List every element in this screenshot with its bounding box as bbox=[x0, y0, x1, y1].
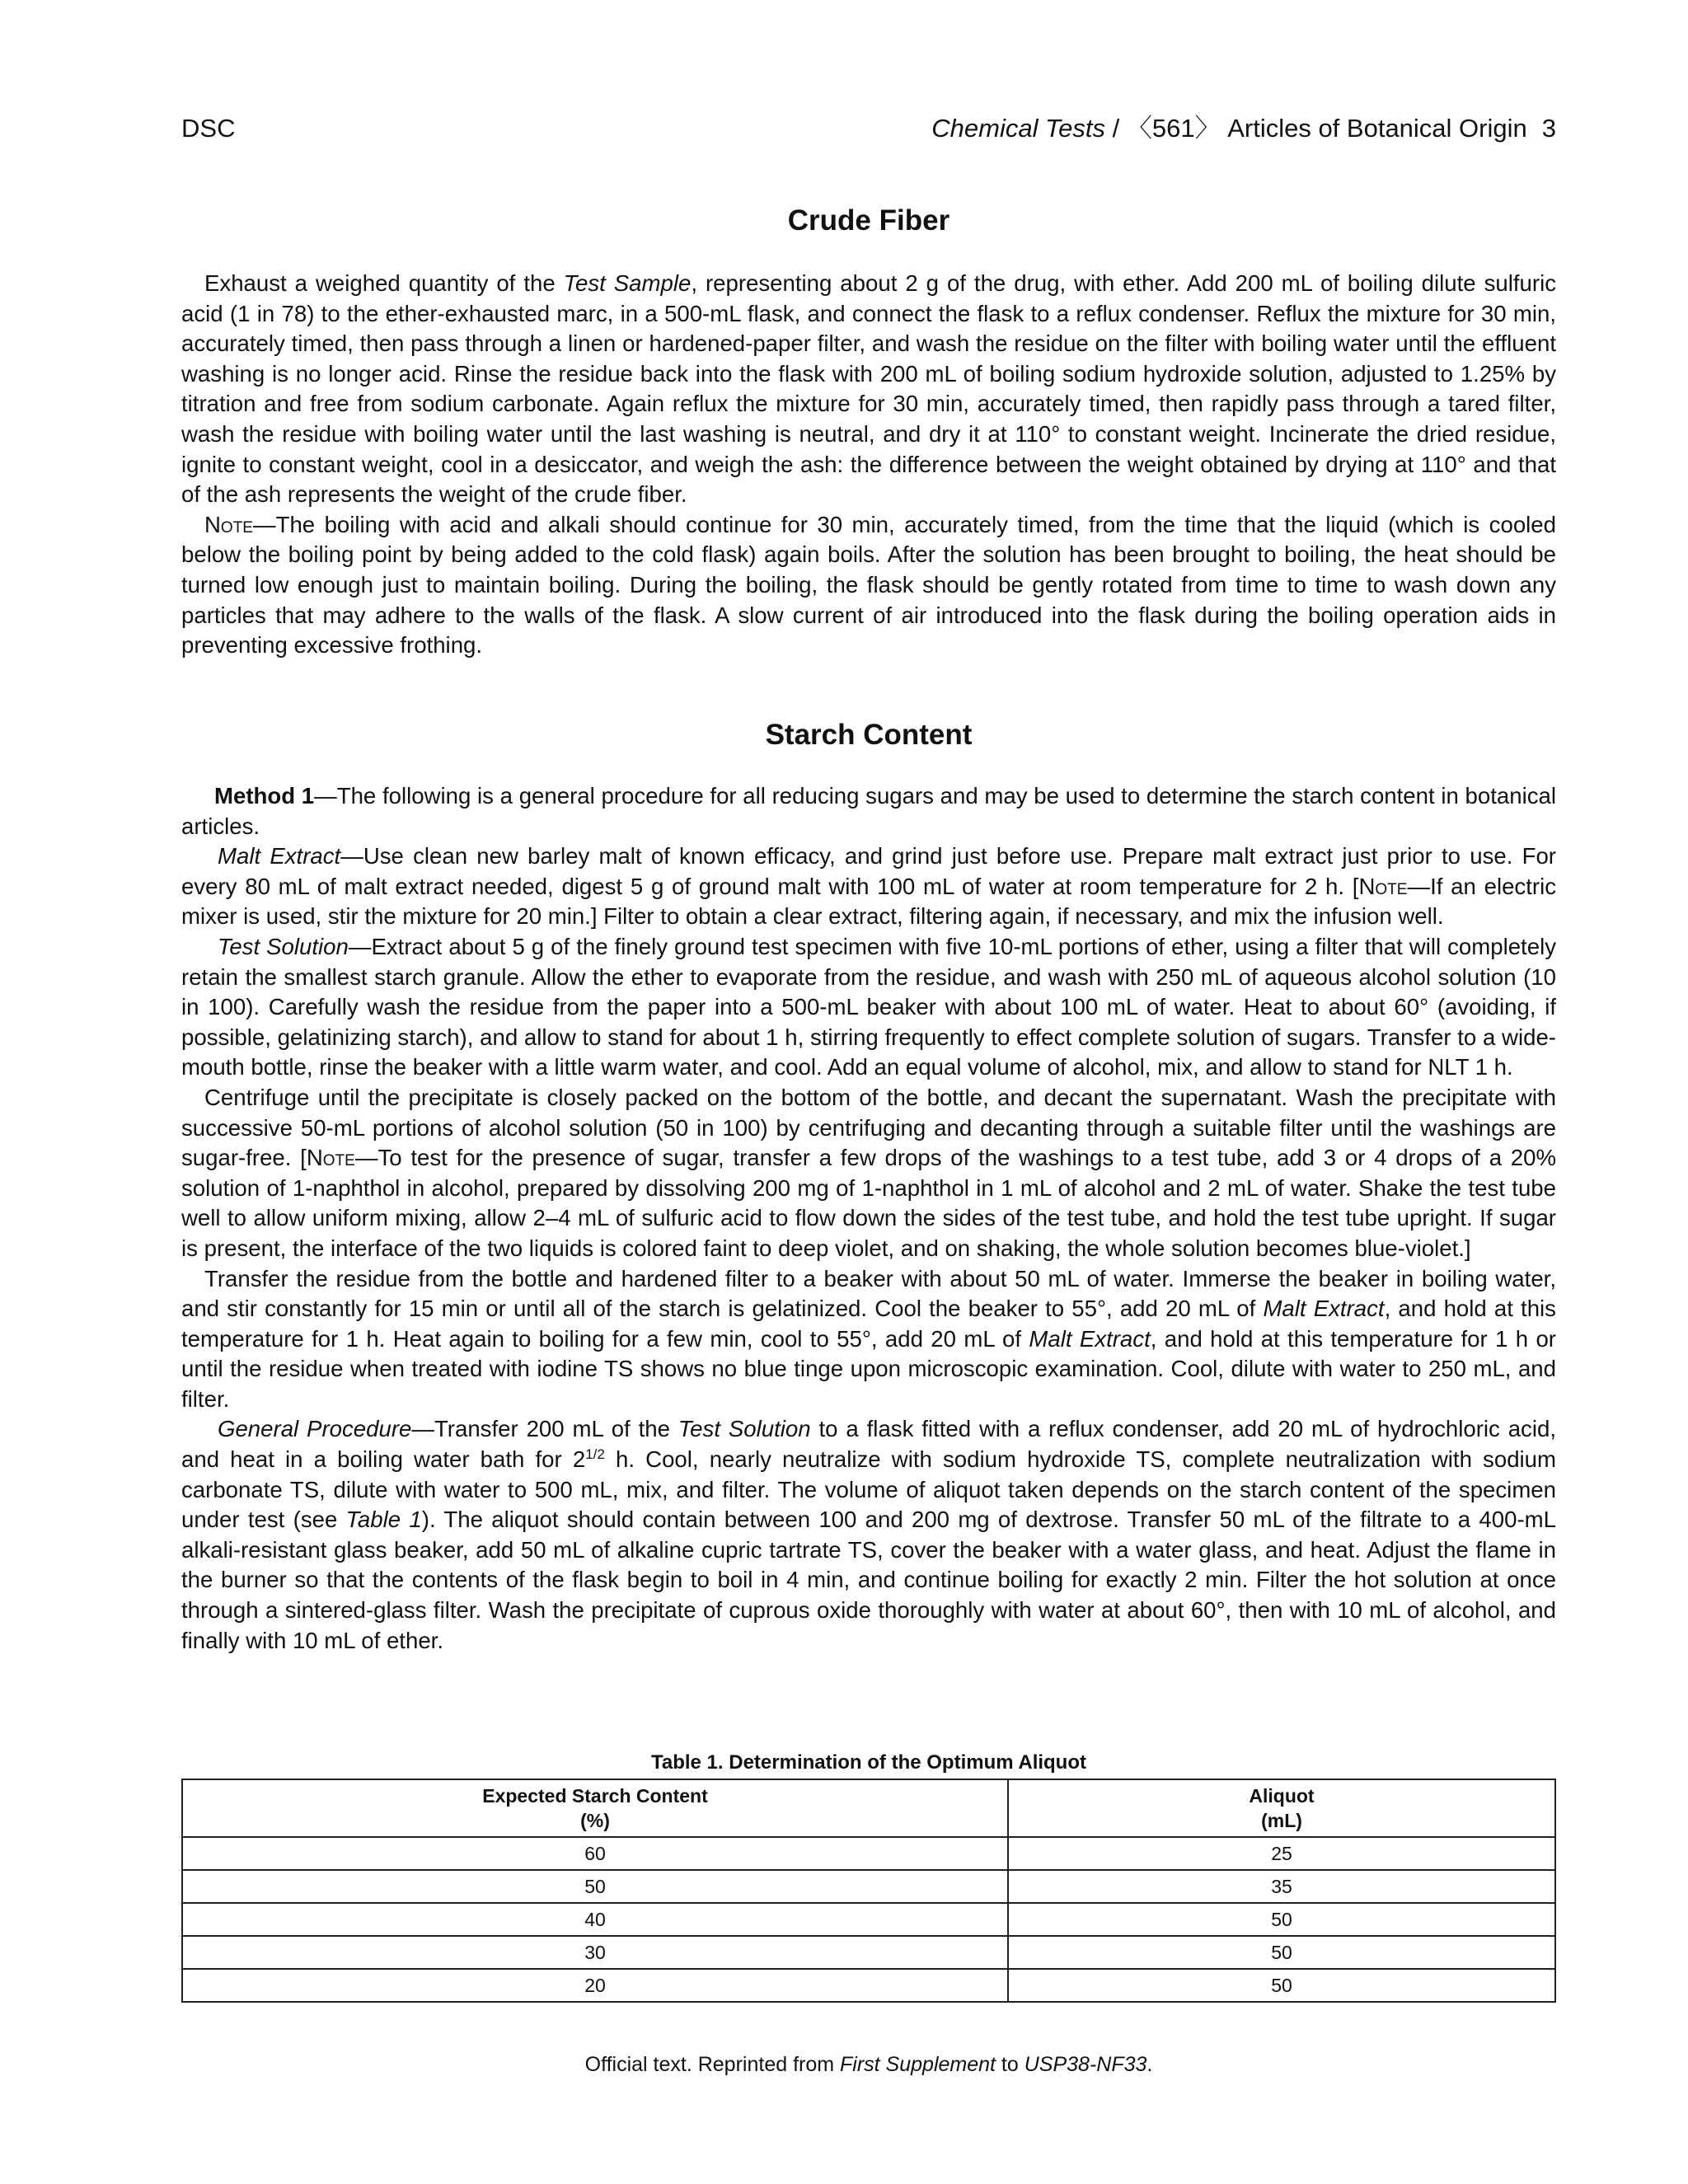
table-row bbox=[182, 1870, 1555, 1903]
table-1-ref: Table 1 bbox=[345, 1507, 422, 1533]
note-label: Note bbox=[1358, 873, 1408, 899]
general-procedure-paragraph bbox=[181, 1414, 1556, 1656]
method-1-label: Method 1 bbox=[214, 783, 315, 808]
starch-content-cell: 60 bbox=[182, 1837, 1008, 1870]
header-right-title bbox=[931, 110, 1556, 147]
header-line: Expected Starch Content bbox=[482, 1785, 708, 1807]
fraction-half: 1/2 bbox=[585, 1446, 605, 1462]
text-run: —The boiling with acid and alkali should continue for 30 min, accurately timed, from the time that the liquid (which is cooled below the boiling point by being added to the cold flask) again boils. After the solution has been brought to boiling, the heat should be turned low enough just to maintain boiling. During the boiling, the flask should be gently rotated from time to time to wash down any particles that may adhere to the walls of the flask. A slow current of air introduced into the flask during the boiling operation aids in preventing excessive frothing. bbox=[181, 511, 1556, 658]
text-run: —Transfer 200 mL of the bbox=[411, 1416, 678, 1442]
malt-extract-ref: Malt Extract bbox=[1029, 1325, 1151, 1352]
table-row bbox=[182, 1837, 1555, 1870]
text-run: —To test for the presence of sugar, transfer a few drops of the washings to a test tube, add 3 or 4 drops of a 20% solution of 1-naphthol in alcohol, prepared by dissolving 200 mg of 1-naphthol in 1 mL of alcohol and 2 mL of water. Shake the test tube well to allow uniform mixing, allow 2–4 mL of sulfuric acid to flow down the sides of the test tube, and hold the test tube upright. If sugar is present, the interface of the two liquids is colored faint to deep violet, and on shaking, the whole solution becomes blue-violet.] bbox=[181, 1145, 1557, 1261]
header-chapter-rest: / 〈561〉 Articles of Botanical Origin bbox=[1105, 114, 1527, 143]
crude-fiber-paragraph bbox=[181, 269, 1556, 510]
method-1-paragraph bbox=[181, 781, 1556, 841]
malt-extract-paragraph bbox=[181, 841, 1556, 932]
text-run: , representing about 2 g of the drug, with ether. Add 200 mL of boiling dilute sulfuric acid (1 in 78) to the ether-exhausted marc, in a 500-mL flask, and connect the flask to a reflux condenser. Reflux the mixture for 30 min, accurately timed, then pass through a linen or hardened-paper filter, and wash the residue on the filter with boiling water until the effluent washing is no longer acid. Rinse the residue back into the flask with 200 mL of boiling sodium hydroxide solution, adjusted to 1.25% by titration and free from sodium carbonate. Again reflux the mixture for 30 min, accurately timed, then rapidly pass through a tared filter, wash the residue with boiling water until the last washing is neutral, and dry it at 110° to constant weight. Incinerate the dried residue, ignite to constant weight, cool in a desiccator, and weigh the ash: the difference between the weight obtained by drying at 110° and that of the ash represents the weight of the crude fiber. bbox=[181, 270, 1556, 508]
general-procedure-label: General Procedure bbox=[218, 1416, 412, 1442]
table-row bbox=[182, 1903, 1555, 1936]
text-run: ). The aliquot should contain between 100 and 200 mg of dextrose. Transfer 50 mL of the filtrate to a 400-mL alkali-resistant glass beaker, add 50 mL of alkaline cupric tartrate TS, cover the beaker with a water glass, and heat. Adjust the flame in the burner so that the contents of the flask begin to boil in 4 min, and continue boiling for exactly 2 min. Filter the hot solution at once through a sintered-glass filter. Wash the precipitate of cuprous oxide thoroughly with water at about 60°, then with 10 mL of alcohol, and finally with 10 mL of ether. bbox=[181, 1507, 1556, 1653]
aliquot-cell: 50 bbox=[1008, 1969, 1555, 2002]
starch-content-cell: 20 bbox=[182, 1969, 1008, 2002]
crude-fiber-body bbox=[181, 269, 1556, 661]
starch-content-cell: 30 bbox=[182, 1936, 1008, 1969]
aliquot-cell: 25 bbox=[1008, 1837, 1555, 1870]
starch-content-heading: Starch Content bbox=[765, 719, 973, 751]
page-number: 3 bbox=[1541, 114, 1556, 143]
test-solution-label: Test Solution bbox=[218, 933, 349, 959]
text-run: —The following is a general procedure for all reducing sugars and may be used to determine the starch content in botanical articles. bbox=[181, 783, 1556, 839]
text-run: Centrifuge until the precipitate is closely packed on the bottom of the bottle, and decant the supernatant. Wash the precipitate with successive 50-mL portions of alcohol solution (50 in 100) by centrifuging and decanting through a suitable filter until the washings are sugar-free. [ bbox=[181, 1084, 1556, 1171]
usp-edition: USP38-NF33 bbox=[1024, 2053, 1147, 2076]
test-sample-ref: Test Sample bbox=[563, 270, 692, 296]
transfer-residue-paragraph bbox=[181, 1264, 1556, 1415]
note-label: Note bbox=[306, 1145, 355, 1171]
test-solution-ref: Test Solution bbox=[678, 1416, 811, 1442]
text-run: to a flask fitted with a reflux condenser, add 20 mL of hydrochloric acid, and heat in a boiling water bath for 2 bbox=[181, 1416, 1556, 1473]
header-left-label: DSC bbox=[181, 114, 236, 143]
note-label: Note bbox=[204, 511, 253, 537]
starch-content-cell: 50 bbox=[182, 1870, 1008, 1903]
table-row bbox=[182, 1936, 1555, 1969]
text-run: Transfer the residue from the bottle and hardened filter to a beaker with about 50 mL of water. Immerse the beaker in boiling water, and stir constantly for 15 min or until all of the starch is gelatinized. Cool the beaker to 55°, add 20 mL of bbox=[181, 1265, 1556, 1322]
supplement-title: First Supplement bbox=[840, 2053, 996, 2076]
test-solution-paragraph bbox=[181, 932, 1556, 1083]
text-run: to bbox=[995, 2053, 1025, 2076]
crude-fiber-heading: Crude Fiber bbox=[787, 204, 950, 237]
text-run: , and hold at this temperature for 1 h. Heat again to boiling for a few min, cool to 55°, add 20 mL of bbox=[181, 1296, 1556, 1352]
header-unit: (%) bbox=[580, 1810, 610, 1831]
text-run: h. Cool, nearly neutralize with sodium hydroxide TS, complete neutralization with sodium carbonate TS, dilute with water to 500 mL, mix, and filter. The volume of aliquot taken depends on the starch content of the specimen under test (see bbox=[181, 1446, 1557, 1533]
table-caption: Table 1. Determination of the Optimum Aliquot bbox=[650, 1751, 1086, 1774]
starch-content-body bbox=[181, 781, 1556, 1656]
crude-fiber-note bbox=[181, 510, 1556, 661]
header-line: Aliquot bbox=[1249, 1785, 1315, 1807]
starch-content-cell: 40 bbox=[182, 1903, 1008, 1936]
aliquot-table bbox=[181, 1779, 1556, 2003]
text-run: Official text. Reprinted from bbox=[584, 2053, 841, 2076]
text-run: —Extract about 5 g of the finely ground test specimen with five 10-mL portions of ether, using a filter that will completely retain the smallest starch granule. Allow the ether to evaporate from the residue, and wash with 250 mL of aqueous alcohol solution (10 in 100). Carefully wash the residue from the paper into a 500-mL beaker with about 100 mL of water. Heat to about 60° (avoiding, if possible, gelatinizing starch), and allow to stand for about 1 h, stirring frequently to effect complete solution of sugars. Transfer to a wide-mouth bottle, rinse the beaker with a little warm water, and cool. Add an equal volume of alcohol, mix, and allow to stand for NLT 1 h. bbox=[181, 933, 1556, 1080]
aliquot-cell: 35 bbox=[1008, 1870, 1555, 1903]
text-run: —If an electric mixer is used, stir the mixture for 20 min.] Filter to obtain a clear extract, filtering again, if necessary, and mix the infusion well. bbox=[181, 873, 1557, 930]
malt-extract-label: Malt Extract bbox=[218, 843, 341, 869]
text-run: , and hold at this temperature for 1 h or until the residue when treated with iodine TS shows no blue tinge upon microscopic examination. Cool, dilute with water to 250 mL, and filter. bbox=[181, 1325, 1556, 1412]
text-run: —Use clean new barley malt of known efficacy, and grind just before use. Prepare malt extract just prior to use. For every 80 mL of malt extract needed, digest 5 g of ground malt with 100 mL of water at room temperature for 2 h. [ bbox=[181, 843, 1556, 899]
aliquot-cell: 50 bbox=[1008, 1903, 1555, 1936]
text-run: . bbox=[1146, 2053, 1153, 2076]
table-header-row bbox=[182, 1779, 1555, 1837]
header-chapter-italic: Chemical Tests bbox=[931, 114, 1106, 143]
column-header-starch-content bbox=[182, 1779, 1008, 1837]
column-header-aliquot bbox=[1008, 1779, 1555, 1837]
page-footer bbox=[181, 2050, 1556, 2079]
centrifuge-paragraph bbox=[181, 1083, 1556, 1264]
header-unit: (mL) bbox=[1261, 1810, 1302, 1831]
aliquot-cell: 50 bbox=[1008, 1936, 1555, 1969]
running-head bbox=[181, 110, 1556, 147]
malt-extract-ref: Malt Extract bbox=[1263, 1296, 1385, 1322]
text-run: Exhaust a weighed quantity of the bbox=[204, 270, 564, 296]
table-row bbox=[182, 1969, 1555, 2002]
